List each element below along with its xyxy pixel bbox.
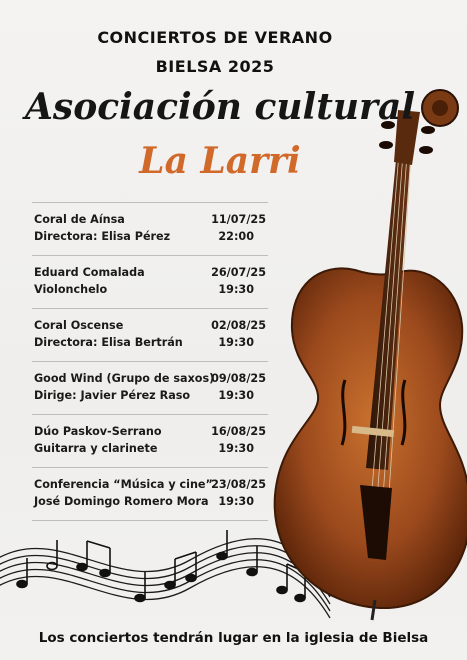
event-time: 19:30 [218,389,254,402]
event-item [32,255,268,308]
event-item [32,467,268,521]
event-item [32,308,268,361]
event-subtitle: José Domingo Romero Mora [34,495,209,508]
title-association: Asociación cultural [25,86,415,128]
header-line-2: BIELSA 2025 [155,57,275,76]
header-line-1: CONCIERTOS DE VERANO [97,28,333,47]
event-time: 19:30 [218,442,254,455]
event-date: 23/08/25 [211,478,266,491]
event-title: Dúo Paskov-Serrano [34,425,162,438]
event-date: 11/07/25 [211,213,266,226]
event-time: 22:00 [218,230,254,243]
event-time: 19:30 [218,336,254,349]
events-list [32,202,268,521]
event-date: 16/08/25 [211,425,266,438]
event-subtitle: Guitarra y clarinete [34,442,158,455]
event-date: 09/08/25 [211,372,266,385]
event-date: 26/07/25 [211,266,266,279]
event-time: 19:30 [218,495,254,508]
event-title: Eduard Comalada [34,266,145,279]
event-item [32,414,268,467]
event-time: 19:30 [218,283,254,296]
footer-venue-note: Los conciertos tendrán lugar en la iglesia de Bielsa [38,630,429,646]
event-subtitle: Directora: Elisa Pérez [34,230,171,243]
event-title: Good Wind (Grupo de saxos) [34,372,215,385]
event-item [32,202,268,255]
title-name: La Larri [139,140,301,182]
event-item [32,361,268,414]
event-title: Conferencia “Música y cine” [34,478,213,491]
event-title: Coral Oscense [34,319,124,332]
event-subtitle: Dirige: Javier Pérez Raso [34,389,191,402]
event-subtitle: Directora: Elisa Bertrán [34,336,183,349]
event-title: Coral de Aínsa [34,213,125,226]
event-date: 02/08/25 [211,319,266,332]
event-subtitle: Violonchelo [34,283,108,296]
